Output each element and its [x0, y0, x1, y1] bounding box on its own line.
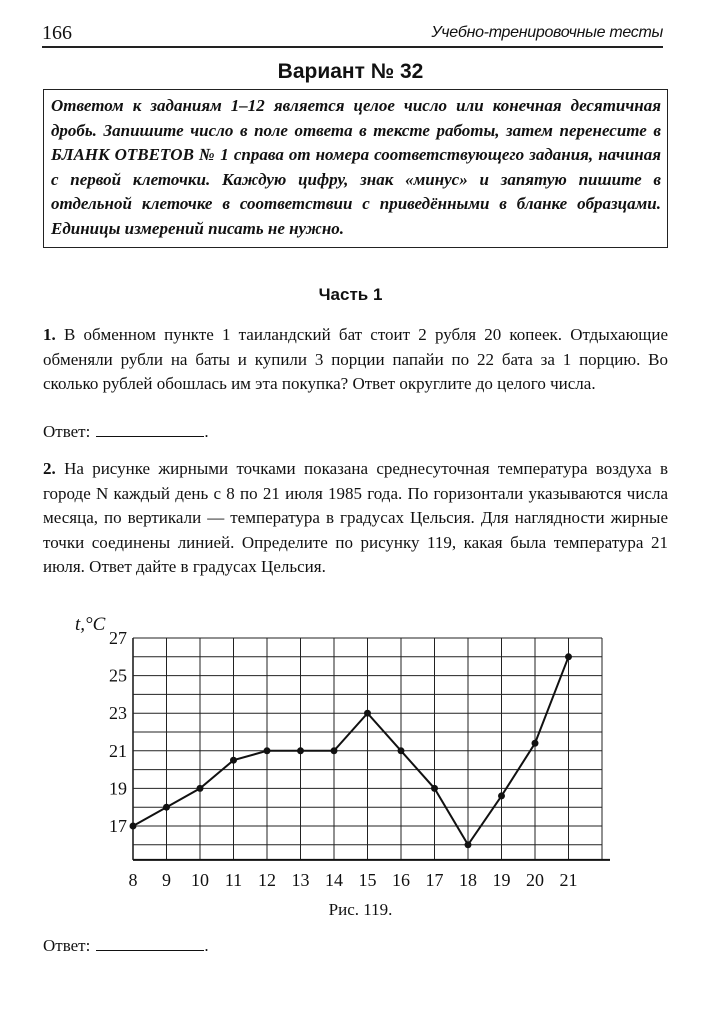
- x-tick-label: 14: [325, 869, 343, 890]
- task-1-answer: Ответ: .: [43, 422, 209, 441]
- x-tick-label: 19: [492, 869, 511, 890]
- task-number: 1.: [43, 325, 56, 344]
- x-tick-label: 11: [224, 869, 243, 890]
- data-point: [398, 747, 405, 754]
- y-axis-label: t,°C: [75, 614, 106, 635]
- y-tick-label: 27: [109, 628, 127, 648]
- task-text: В обменном пункте 1 таиландский бат стоит 2 рубля 20 копеек. Отдыхающие обменяли рубли на баты и купили 3 порции папайи по 22 бата за 1 порцию. Во сколько рублей обошлась им эта покупка? Ответ округлите до целого числа.: [43, 325, 669, 393]
- page-number: 166: [42, 22, 72, 44]
- data-point: [532, 740, 539, 747]
- x-tick-label: 10: [191, 869, 209, 890]
- instructions-box: Ответом к заданиям 1–12 является целое число или конечная десятичная дробь. Запишите число в поле ответа в тексте работы, затем перенесите в БЛАНК ОТВЕТОВ № 1 справа от номера соответствующего задания, начиная с первой клеточки. Каждую цифру, знак «минус» и запятую пишите в отдельной клеточке в соответствии с приведёнными в бланке образцами. Единицы измерений писать не нужно.: [43, 89, 668, 248]
- x-tick-label: 8: [128, 869, 138, 890]
- y-tick-label: 17: [109, 816, 127, 836]
- data-point: [331, 747, 338, 754]
- answer-blank[interactable]: [96, 422, 204, 437]
- data-point: [264, 747, 271, 754]
- data-point: [565, 653, 572, 660]
- answer-label: Ответ:: [43, 422, 91, 441]
- answer-blank[interactable]: [96, 936, 204, 951]
- data-point: [163, 804, 170, 811]
- y-tick-label: 19: [109, 778, 127, 799]
- x-tick-label: 20: [526, 869, 544, 890]
- x-tick-label: 12: [258, 869, 276, 890]
- task-1: [43, 323, 668, 397]
- x-tick-label: 9: [162, 869, 171, 890]
- figure-caption: Рис. 119.: [328, 900, 393, 919]
- x-tick-label: 16: [392, 869, 410, 890]
- data-point: [230, 757, 237, 764]
- task-2: [43, 457, 668, 580]
- data-point: [431, 785, 438, 792]
- task-2-answer: Ответ: .: [43, 936, 209, 955]
- x-tick-label: 21: [559, 869, 578, 890]
- data-point: [364, 710, 371, 717]
- data-point: [465, 841, 472, 848]
- data-point: [498, 792, 505, 799]
- variant-title: Вариант № 32: [277, 60, 424, 83]
- answer-label: Ответ:: [43, 936, 91, 955]
- running-title: Учебно-тренировочные тесты: [431, 24, 663, 41]
- temperature-chart: [70, 610, 630, 900]
- data-point: [130, 823, 137, 830]
- y-tick-label: 25: [109, 665, 127, 686]
- x-tick-label: 15: [358, 869, 377, 890]
- y-tick-label: 23: [109, 703, 127, 724]
- y-tick-label: 21: [109, 740, 127, 761]
- x-tick-label: 17: [425, 869, 444, 890]
- x-tick-label: 13: [291, 869, 310, 890]
- task-text: На рисунке жирными точками показана среднесуточная температура воздуха в городе N каждый день с 8 по 21 июля 1985 года. По горизонтали указываются числа месяца, по вертикали — температура в градусах Цельсия. Для наглядности жирные точки соединены линией. Определите по рисунку 119, какая была температура 21 июля. Ответ дайте в градусах Цельсия.: [43, 459, 668, 576]
- page-header: [42, 22, 663, 48]
- data-point: [197, 785, 204, 792]
- data-point: [297, 747, 304, 754]
- task-number: 2.: [43, 459, 56, 478]
- x-tick-label: 18: [459, 869, 477, 890]
- part-title: Часть 1: [318, 285, 383, 304]
